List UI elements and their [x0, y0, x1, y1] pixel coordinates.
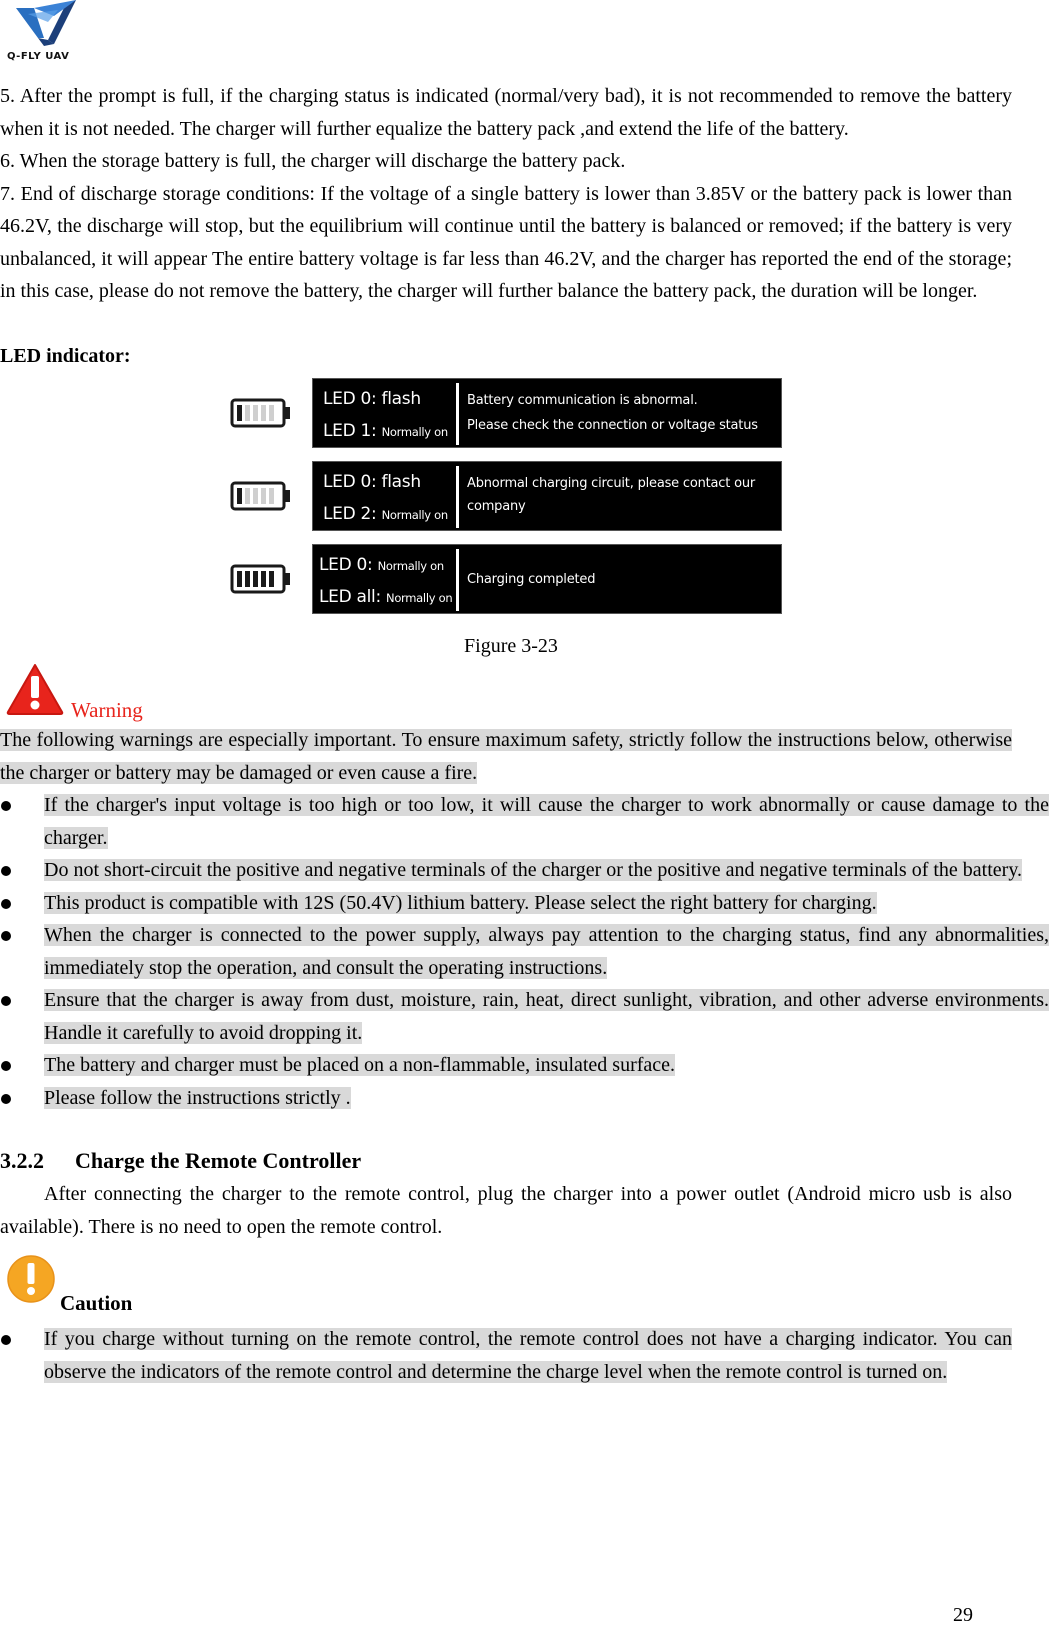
list-item: When the charger is connected to the power supply, always pay attention to the charging status, find any abnormalities, immediately stop the operation, and consult the operating instructions. [0, 919, 1049, 984]
page-number: 29 [953, 1604, 973, 1626]
figure-caption: Figure 3-23 [464, 635, 558, 657]
bullet-icon [1, 1061, 11, 1071]
warning-intro: The following warnings are especially important. To ensure maximum safety, strictly follow the instructions below, otherwise the charger or battery may be damaged or even cause a fire. [0, 729, 1012, 784]
battery-partial-icon [230, 398, 292, 428]
list-item: Do not short-circuit the positive and negative terminals of the charger or the positive and negative terminals of the battery. [0, 854, 1049, 887]
list-item: This product is compatible with 12S (50.4V) lithium battery. Please select the right battery for charging. [0, 887, 1049, 920]
bullet-icon [1, 996, 11, 1006]
caution-title: Caution [60, 1291, 133, 1315]
led-indicator-figure [0, 372, 1012, 630]
bullet-icon [1, 866, 11, 876]
list-item: The battery and charger must be placed on a non-flammable, insulated surface. [0, 1049, 1049, 1082]
led-row-3 [230, 544, 782, 614]
caution-list [0, 1323, 1012, 1388]
led-description-1: Abnormal charging circuit, please contact our [467, 476, 756, 491]
warning-list [0, 789, 1049, 1114]
led-panel-2 [312, 461, 782, 531]
paragraph-item-7: 7. End of discharge storage conditions: If the voltage of a single battery is lower than 3.85V or the battery pack is lower than 46.2V, the discharge will stop, but the equilibrium will continue until the battery is balanced or removed; if the battery is very unbalanced, it will appear The entire battery voltage is far less than 46.2V, and the charger has reported the end of the storage; in this case, please do not remove the battery, the charger will further balance the battery pack, the duration will be longer. [0, 182, 1012, 302]
paragraph-item-6: 6. When the storage battery is full, the charger will discharge the battery pack. [0, 150, 626, 172]
warning-title: Warning [71, 698, 143, 722]
bullet-icon [1, 1094, 11, 1104]
panel-divider [456, 383, 459, 445]
warning-header [0, 662, 1012, 724]
led-description-2: Please check the connection or voltage status [467, 418, 758, 433]
led-description-2: company [467, 499, 526, 514]
panel-divider [456, 466, 459, 528]
led-state-line-1: LED 0: flash [323, 472, 421, 492]
bullet-icon [1, 931, 11, 941]
led-indicator-label: LED indicator: [0, 344, 131, 367]
battery-full-icon [230, 564, 292, 594]
panel-divider [456, 549, 459, 611]
bullet-icon [1, 801, 11, 811]
warning-triangle-icon [5, 662, 65, 716]
caution-icon [7, 1255, 55, 1303]
led-state-line-1: LED 0: flash [323, 389, 421, 409]
section-body: After connecting the charger to the remote control, plug the charger into a power outlet (Android micro usb is also available). There is no need to open the remote control. [0, 1183, 1012, 1238]
paragraph-item-5: 5. After the prompt is full, if the charging status is indicated (normal/very bad), it is not recommended to remove the battery when it is not needed. The charger will further equalize the battery pack ,and extend the life of the battery. [0, 85, 1012, 140]
led-state-line-2: LED all: Normally on [319, 587, 453, 607]
section-heading: 3.2.2 Charge the Remote Controller [0, 1148, 362, 1173]
page-content [0, 80, 1049, 1388]
list-item: If the charger's input voltage is too high or too low, it will cause the charger to work abnormally or cause damage to the charger. [0, 789, 1049, 854]
caution-header [0, 1243, 1012, 1323]
led-state-line-1: LED 0: Normally on [319, 555, 444, 575]
led-row-2 [230, 461, 782, 531]
list-item: Please follow the instructions strictly . [0, 1082, 1049, 1115]
led-row-1 [230, 378, 782, 448]
bullet-icon [1, 899, 11, 909]
logo-mark-icon [14, 0, 78, 52]
list-item: If you charge without turning on the remote control, the remote control does not have a charging indicator. You can observe the indicators of the remote control and determine the charge level when the remote control is turned on. [0, 1323, 1012, 1388]
led-description-1: Battery communication is abnormal. [467, 393, 698, 408]
led-panel-3 [312, 544, 782, 614]
logo-text: Q-FLY UAV [7, 51, 70, 62]
led-state-line-2: LED 1: Normally on [323, 421, 448, 441]
list-item: Ensure that the charger is away from dust, moisture, rain, heat, direct sunlight, vibration, and other adverse environments. Handle it carefully to avoid dropping it. [0, 984, 1049, 1049]
battery-partial-icon [230, 481, 292, 511]
led-panel-1 [312, 378, 782, 448]
bullet-icon [1, 1335, 11, 1345]
led-state-line-2: LED 2: Normally on [323, 504, 448, 524]
led-description-1: Charging completed [467, 572, 596, 587]
